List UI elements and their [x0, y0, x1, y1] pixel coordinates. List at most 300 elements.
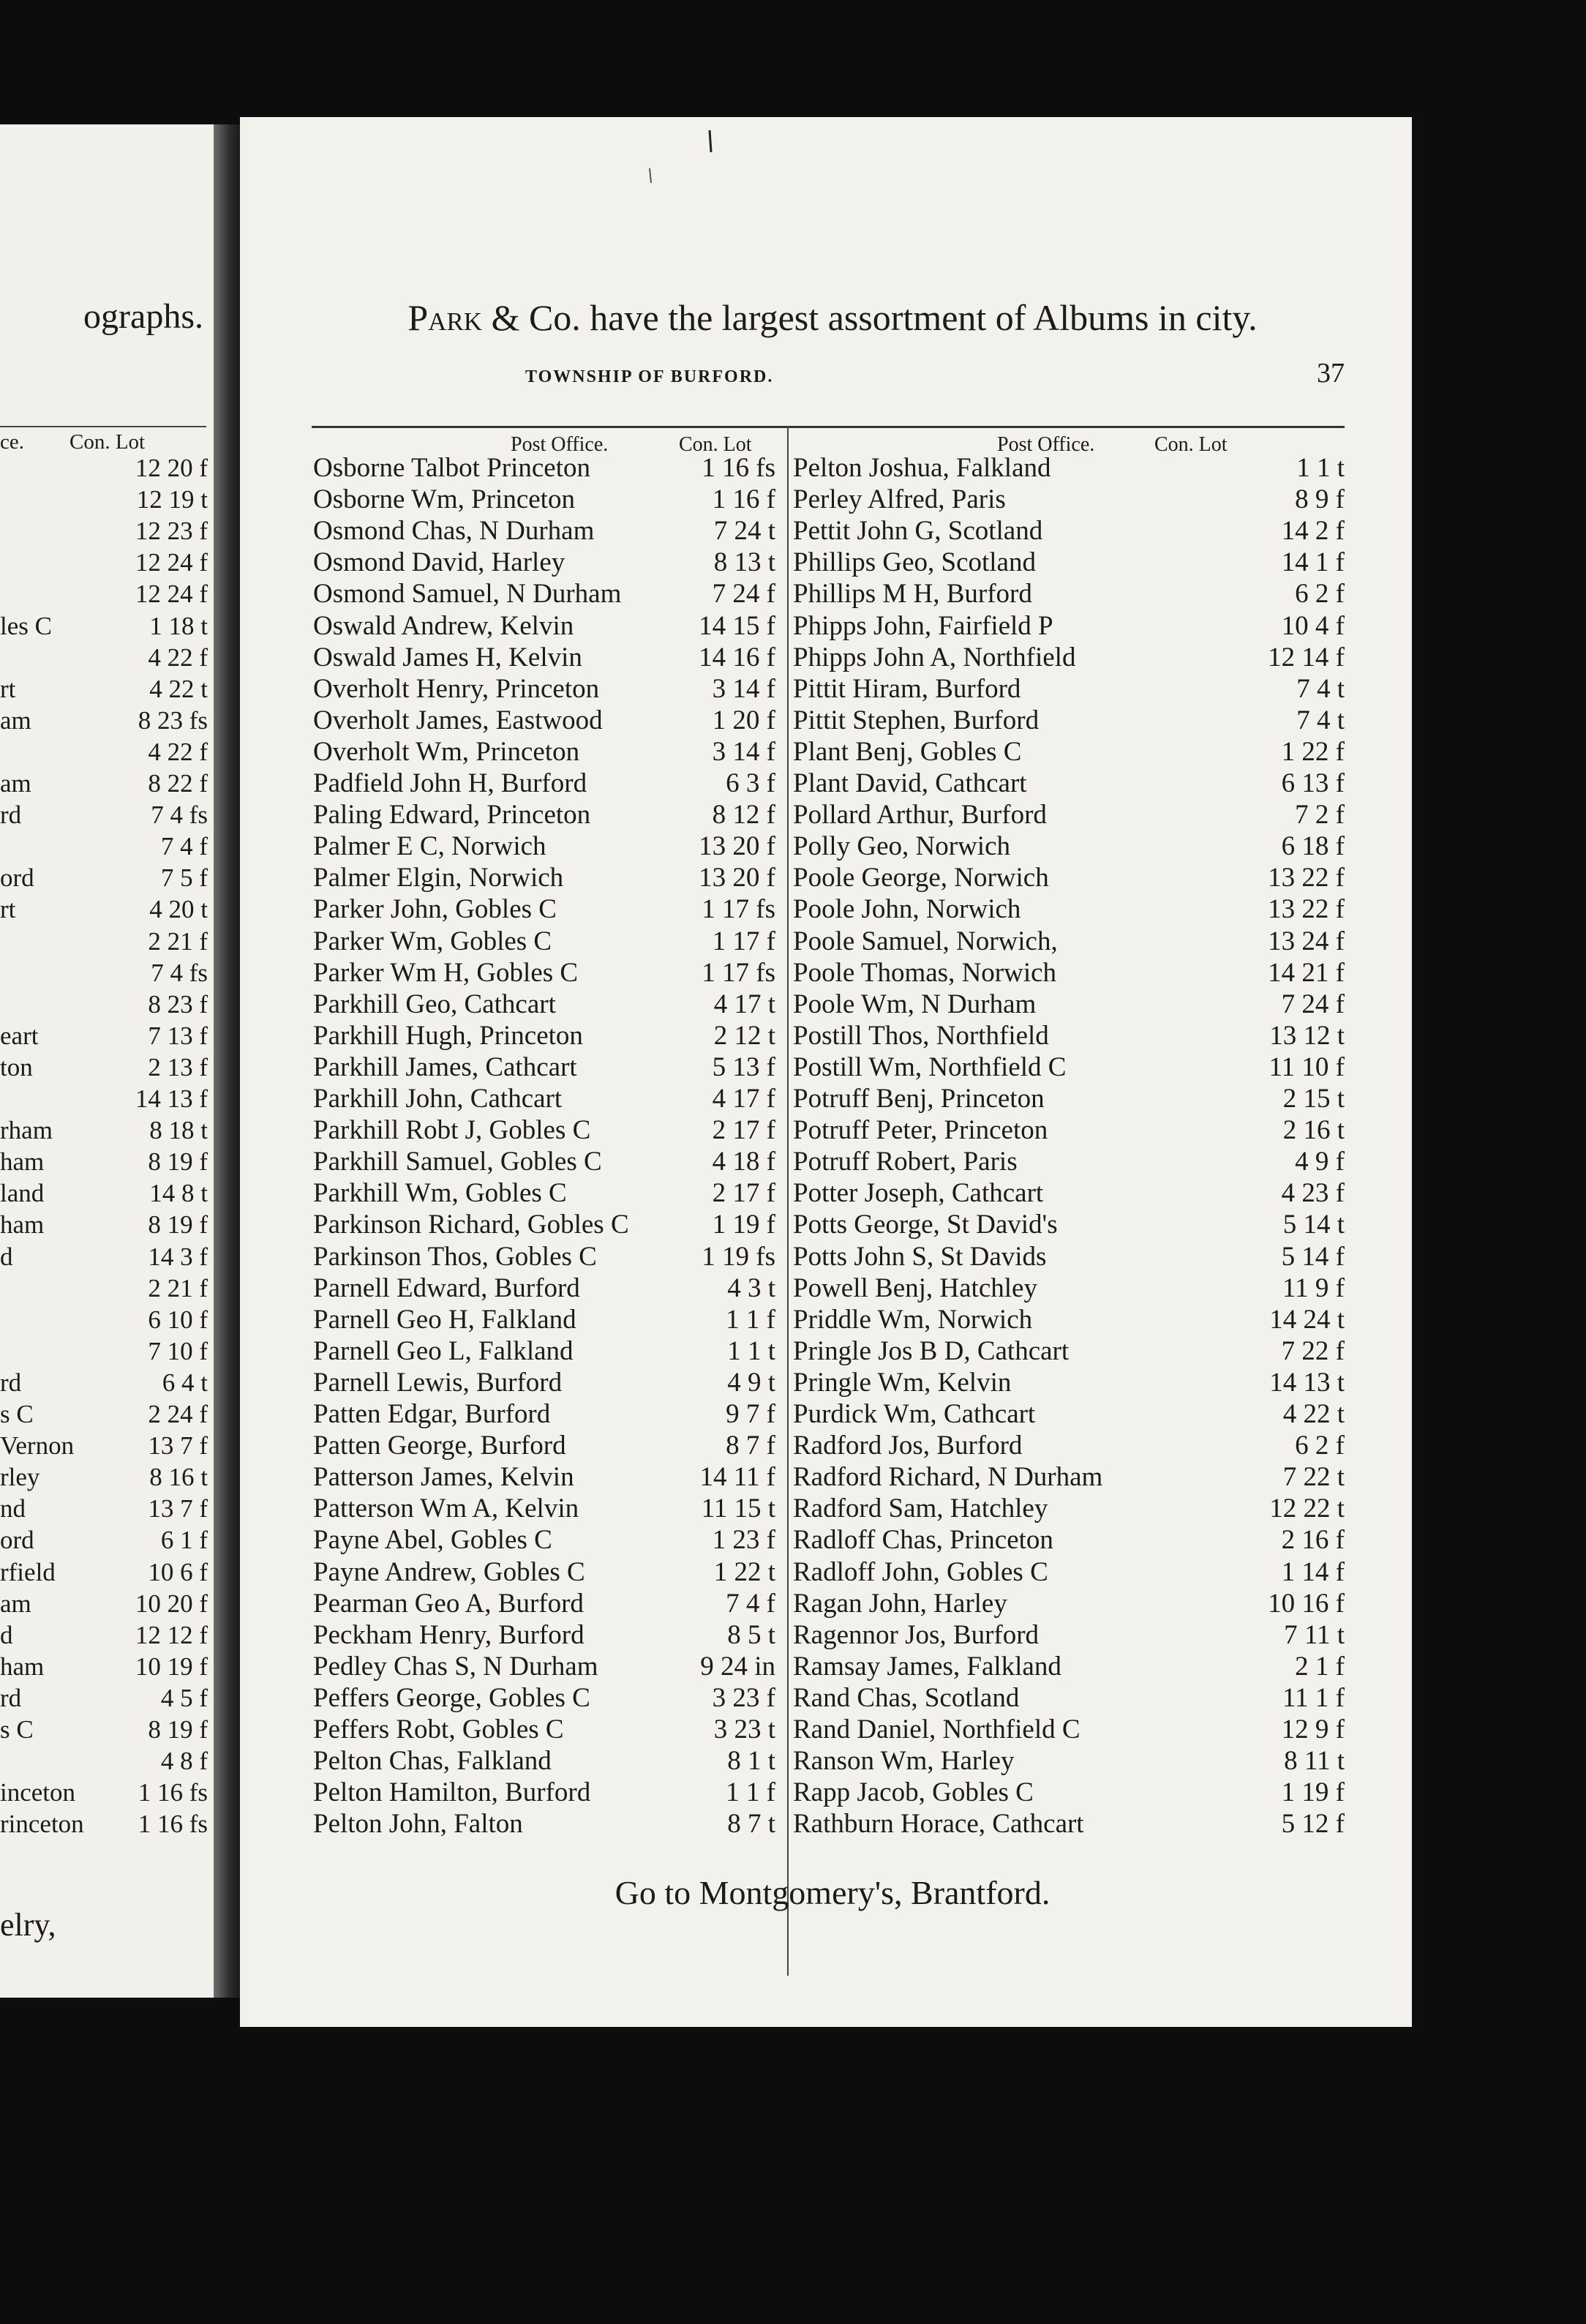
directory-entry [313, 1209, 775, 1240]
entry-name: Poole George, Norwich [793, 863, 1049, 893]
entry-name: Perley Alfred, Paris [793, 484, 1006, 515]
entry-con-lot: 1 19 fs [702, 1241, 775, 1272]
directory-entry [0, 799, 214, 831]
directory-entry [0, 1335, 214, 1368]
directory-entry [793, 705, 1345, 736]
entry-name: Phipps John A, Northfield [793, 642, 1076, 672]
directory-entry [793, 515, 1345, 547]
entry-con-lot: 6 13 f [1281, 768, 1345, 798]
book-gutter [214, 124, 240, 1998]
entry-name: rt [0, 895, 16, 924]
directory-entry [0, 1556, 214, 1589]
entry-con-lot: 8 19 f [148, 1715, 208, 1744]
entry-con-lot: 8 11 t [1284, 1746, 1345, 1777]
entry-name: Parnell Lewis, Burford [313, 1367, 563, 1398]
entry-name: d [0, 1242, 13, 1271]
entry-con-lot: 6 3 f [726, 768, 775, 798]
directory-entry [793, 1745, 1345, 1777]
entry-name: nd [0, 1494, 26, 1523]
directory-entry [793, 1052, 1345, 1083]
directory-entry [793, 1335, 1345, 1367]
entry-con-lot: 6 10 f [148, 1305, 208, 1334]
entry-name: Postill Wm, Northfield C [793, 1052, 1067, 1082]
directory-entry [793, 578, 1345, 610]
entry-con-lot: 4 23 f [1281, 1178, 1345, 1209]
entry-name: Radford Jos, Burford [793, 1431, 1023, 1461]
entry-name: Parker John, Gobles C [313, 894, 557, 925]
entry-name: Phillips M H, Burford [793, 579, 1032, 610]
right-col-post-office-header: Post Office. [997, 433, 1095, 456]
directory-entry [313, 736, 775, 768]
directory-entry [0, 1651, 214, 1683]
directory-entry [313, 1052, 775, 1083]
entry-con-lot: 1 1 f [726, 1777, 775, 1808]
directory-entry [313, 1272, 775, 1304]
entry-con-lot: 14 3 f [148, 1242, 208, 1271]
entry-con-lot: 12 23 f [135, 517, 208, 546]
page-scan-marks [240, 117, 1412, 293]
directory-entry [793, 862, 1345, 893]
directory-entry [313, 862, 775, 893]
entry-name: ord [0, 863, 34, 893]
entry-name: Vernon [0, 1431, 75, 1461]
entry-con-lot: 6 2 f [1295, 1431, 1345, 1461]
entry-con-lot: 2 17 f [712, 1178, 775, 1209]
entry-name: les C [0, 611, 52, 640]
entry-con-lot: 8 13 t [713, 547, 775, 578]
entry-name: Patterson Wm A, Kelvin [313, 1493, 579, 1524]
entry-name: inceton [0, 1778, 76, 1807]
directory-entry [0, 1430, 214, 1462]
scan-mark [650, 168, 651, 183]
entry-con-lot: 14 24 t [1269, 1304, 1345, 1335]
directory-entry [793, 547, 1345, 578]
directory-entry [313, 673, 775, 705]
entry-name: Pittit Hiram, Burford [793, 673, 1021, 704]
entry-con-lot: 1 17 fs [702, 894, 775, 925]
entry-con-lot: 8 9 f [1295, 484, 1345, 515]
entry-con-lot: 1 18 t [149, 611, 208, 640]
directory-entry [793, 610, 1345, 642]
table-top-rule [312, 426, 1345, 428]
directory-entry [0, 547, 214, 579]
entry-con-lot: 8 7 f [726, 1431, 775, 1461]
directory-entry [313, 1745, 775, 1777]
entry-name: Parnell Geo L, Falkland [313, 1335, 574, 1366]
entry-con-lot: 1 14 f [1281, 1556, 1345, 1587]
directory-entry [793, 736, 1345, 768]
entry-con-lot: 1 23 f [712, 1525, 775, 1556]
directory-entry [313, 1493, 775, 1524]
directory-entry [0, 1209, 214, 1241]
entry-con-lot: 1 16 fs [138, 1810, 208, 1839]
entry-name: Parkhill Geo, Cathcart [313, 989, 556, 1019]
entry-name: Pelton Chas, Falkland [313, 1746, 552, 1777]
entry-name: Potts John S, St Davids [793, 1241, 1047, 1272]
entry-name: Potts George, St David's [793, 1210, 1058, 1240]
entry-con-lot: 14 13 f [135, 1084, 208, 1113]
entry-con-lot: 2 15 t [1282, 1084, 1345, 1114]
entry-con-lot: 13 7 f [148, 1494, 208, 1523]
entry-name: Plant Benj, Gobles C [793, 736, 1022, 767]
entry-con-lot: 6 2 f [1295, 579, 1345, 610]
directory-entry [0, 957, 214, 989]
entry-con-lot: 4 8 f [160, 1747, 208, 1776]
directory-entry [793, 799, 1345, 831]
entry-con-lot: 12 9 f [1281, 1714, 1345, 1744]
entry-con-lot: 1 20 f [712, 705, 775, 735]
entry-con-lot: 11 10 f [1269, 1052, 1345, 1082]
entry-con-lot: 11 15 t [701, 1493, 775, 1524]
directory-entry [793, 957, 1345, 989]
entry-con-lot: 7 24 f [712, 579, 775, 610]
entry-name: rd [0, 1368, 22, 1397]
directory-entry [0, 610, 214, 642]
entry-name: Parkhill Samuel, Gobles C [313, 1147, 602, 1177]
directory-entry [313, 1114, 775, 1146]
directory-entry [793, 768, 1345, 799]
entry-con-lot: 3 14 f [712, 736, 775, 767]
entry-con-lot: 13 20 f [699, 831, 775, 862]
directory-entry [0, 578, 214, 610]
column-divider [787, 426, 789, 1976]
directory-entry [0, 1398, 214, 1431]
directory-entry [793, 1714, 1345, 1745]
directory-entry [793, 1619, 1345, 1651]
entry-name: ham [0, 1652, 45, 1681]
entry-name: Rathburn Horace, Cathcart [793, 1809, 1084, 1840]
entry-name: Pringle Wm, Kelvin [793, 1367, 1012, 1398]
directory-entry [313, 957, 775, 989]
entry-con-lot: 3 23 f [712, 1682, 775, 1713]
directory-entry [793, 642, 1345, 673]
entry-con-lot: 7 4 fs [151, 958, 208, 987]
scan-mark [710, 130, 711, 152]
directory-entry [313, 926, 775, 957]
directory-entry [313, 1588, 775, 1619]
entry-name: am [0, 769, 31, 798]
directory-entry [0, 1524, 214, 1556]
entry-con-lot: 9 7 f [726, 1399, 775, 1429]
entry-name: Payne Andrew, Gobles C [313, 1556, 585, 1587]
directory-entry [0, 1052, 214, 1084]
entry-con-lot: 7 10 f [148, 1336, 208, 1365]
entry-name: Oswald Andrew, Kelvin [313, 610, 574, 641]
directory-entry [793, 1651, 1345, 1682]
entry-con-lot: 10 19 f [135, 1652, 208, 1681]
directory-entry [0, 1367, 214, 1399]
entry-name: Phillips Geo, Scotland [793, 547, 1036, 578]
directory-entry [313, 515, 775, 547]
directory-entry [0, 515, 214, 547]
directory-entry [313, 1335, 775, 1367]
directory-entry [0, 1745, 214, 1777]
entry-con-lot: 4 22 f [148, 642, 208, 672]
directory-entry [313, 1682, 775, 1714]
entry-con-lot: 7 2 f [1295, 800, 1345, 831]
entry-con-lot: 8 7 t [727, 1809, 775, 1840]
directory-entry [313, 1777, 775, 1808]
directory-entry [0, 1461, 214, 1493]
directory-entry [793, 1430, 1345, 1461]
entry-name: Osborne Wm, Princeton [313, 484, 575, 515]
entry-con-lot: 4 9 f [1295, 1147, 1345, 1177]
entry-name: Polly Geo, Norwich [793, 831, 1010, 862]
directory-entry [0, 1146, 214, 1178]
entry-con-lot: 6 4 t [162, 1368, 208, 1397]
directory-entry [313, 768, 775, 799]
entry-con-lot: 8 23 fs [138, 705, 208, 735]
entry-con-lot: 14 1 f [1281, 547, 1345, 578]
directory-entry [793, 1146, 1345, 1177]
entry-con-lot: 3 14 f [712, 673, 775, 704]
entry-con-lot: 1 17 f [712, 926, 775, 956]
entry-name: rd [0, 801, 22, 830]
entry-con-lot: 7 4 f [160, 832, 208, 861]
entry-name: Palmer Elgin, Norwich [313, 863, 564, 893]
entry-name: Parkhill Robt J, Gobles C [313, 1115, 591, 1146]
entry-con-lot: 2 17 f [712, 1115, 775, 1146]
directory-entry [793, 1461, 1345, 1493]
directory-entry [0, 705, 214, 737]
directory-entry [793, 1682, 1345, 1714]
entry-con-lot: 7 5 f [160, 863, 208, 893]
entry-con-lot: 2 12 t [713, 1020, 775, 1051]
directory-entry [313, 1430, 775, 1461]
entry-con-lot: 1 19 f [712, 1210, 775, 1240]
directory-entry [793, 1556, 1345, 1588]
entry-name: Pelton Hamilton, Burford [313, 1777, 591, 1808]
entry-con-lot: 5 14 f [1281, 1241, 1345, 1272]
entry-con-lot: 8 1 t [727, 1746, 775, 1777]
entry-name: Poole John, Norwich [793, 894, 1021, 925]
directory-entry [313, 1304, 775, 1335]
entry-name: Parnell Geo H, Falkland [313, 1304, 576, 1335]
entry-con-lot: 8 5 t [727, 1619, 775, 1650]
directory-entry [313, 610, 775, 642]
entry-con-lot: 8 19 f [148, 1210, 208, 1240]
township-heading: TOWNSHIP OF BURFORD. [525, 367, 774, 386]
entry-name: Potruff Benj, Princeton [793, 1084, 1045, 1114]
entry-con-lot: 12 22 t [1269, 1493, 1345, 1524]
entry-con-lot: 1 19 f [1281, 1777, 1345, 1808]
entry-con-lot: 12 24 f [135, 548, 208, 577]
directory-entry [313, 893, 775, 925]
directory-entry [793, 989, 1345, 1020]
entry-name: land [0, 1179, 45, 1208]
directory-entry [313, 1083, 775, 1114]
entry-con-lot: 4 9 t [727, 1367, 775, 1398]
entry-con-lot: 1 16 fs [138, 1778, 208, 1807]
entry-name: Pringle Jos B D, Cathcart [793, 1335, 1070, 1366]
directory-entry [313, 1177, 775, 1209]
directory-entry [793, 1808, 1345, 1840]
entry-name: Parkhill Wm, Gobles C [313, 1178, 567, 1209]
entry-name: rd [0, 1683, 22, 1712]
directory-entry [313, 989, 775, 1020]
directory-entry [0, 831, 214, 863]
entry-name: Pearman Geo A, Burford [313, 1588, 584, 1619]
entry-name: Pelton John, Falton [313, 1809, 523, 1840]
directory-entry [0, 1808, 214, 1840]
entry-name: Overholt James, Eastwood [313, 705, 603, 735]
directory-entry [313, 1714, 775, 1745]
entry-con-lot: 9 24 in [700, 1651, 775, 1682]
directory-entry [793, 1398, 1345, 1430]
entry-name: Patten George, Burford [313, 1431, 566, 1461]
directory-entry [793, 831, 1345, 862]
entry-con-lot: 4 17 f [712, 1084, 775, 1114]
entry-name: rt [0, 674, 16, 703]
entry-con-lot: 7 24 t [713, 516, 775, 547]
directory-entry [0, 484, 214, 516]
directory-entry [0, 673, 214, 705]
directory-entry [0, 1714, 214, 1746]
entry-name: Peckham Henry, Burford [313, 1619, 585, 1650]
entry-name: Poole Wm, N Durham [793, 989, 1037, 1019]
entry-name: Parker Wm, Gobles C [313, 926, 552, 956]
entry-name: Patten Edgar, Burford [313, 1399, 551, 1429]
directory-entry [793, 1367, 1345, 1398]
directory-entry [793, 1777, 1345, 1808]
directory-entry [0, 1177, 214, 1210]
entry-con-lot: 14 13 t [1269, 1367, 1345, 1398]
directory-entry [0, 989, 214, 1021]
entry-name: Pelton Joshua, Falkland [793, 453, 1051, 483]
banner-text: & Co. have the largest assortment of Albums in city. [482, 297, 1258, 338]
entry-con-lot: 3 23 t [713, 1714, 775, 1744]
entry-name: Parnell Edward, Burford [313, 1272, 580, 1303]
entry-con-lot: 1 1 f [726, 1304, 775, 1335]
entry-name: Palmer E C, Norwich [313, 831, 546, 862]
directory-entry [0, 642, 214, 674]
directory-entry [793, 1209, 1345, 1240]
directory-entry [313, 1651, 775, 1682]
banner-firm-name: Park [407, 297, 483, 338]
entry-con-lot: 1 16 fs [702, 453, 775, 483]
entry-con-lot: 12 12 f [135, 1620, 208, 1649]
entry-name: Rand Chas, Scotland [793, 1682, 1020, 1713]
directory-entry [313, 1808, 775, 1840]
entry-con-lot: 8 12 f [712, 800, 775, 831]
entry-con-lot: 8 22 f [148, 769, 208, 798]
entry-name: eart [0, 1021, 39, 1050]
entry-con-lot: 7 13 f [148, 1021, 208, 1050]
entry-con-lot: 11 1 f [1282, 1682, 1345, 1713]
directory-entry [0, 1083, 214, 1115]
directory-entry [793, 1241, 1345, 1272]
entry-name: Potruff Peter, Princeton [793, 1115, 1048, 1146]
entry-name: Peffers George, Gobles C [313, 1682, 590, 1713]
entry-con-lot: 7 4 fs [151, 801, 208, 830]
entry-con-lot: 5 14 t [1282, 1210, 1345, 1240]
left-page-rule [0, 426, 206, 427]
directory-entry [793, 1083, 1345, 1114]
entry-con-lot: 1 1 t [727, 1335, 775, 1366]
entry-con-lot: 1 22 t [713, 1556, 775, 1587]
directory-entry [793, 893, 1345, 925]
entry-name: Ragennor Jos, Burford [793, 1619, 1040, 1650]
directory-entry [0, 736, 214, 768]
left-col-con-lot: Con. Lot [69, 430, 146, 454]
directory-entry [313, 1020, 775, 1052]
entry-con-lot: 13 22 f [1268, 894, 1345, 925]
directory-entry [0, 1304, 214, 1336]
left-page-column-header [0, 430, 214, 455]
entry-name: Radloff Chas, Princeton [793, 1525, 1053, 1556]
entry-name: Parkinson Richard, Gobles C [313, 1210, 629, 1240]
advertisement-footer: Go to Montgomery's, Brantford. [615, 1874, 1051, 1911]
directory-entry [313, 578, 775, 610]
entry-con-lot: 7 22 f [1281, 1335, 1345, 1366]
directory-entry [793, 1114, 1345, 1146]
directory-entry [0, 1493, 214, 1525]
directory-entry [0, 1272, 214, 1305]
directory-entry [313, 642, 775, 673]
entry-name: Radford Sam, Hatchley [793, 1493, 1048, 1524]
entry-con-lot: 13 22 f [1268, 863, 1345, 893]
entry-name: rley [0, 1463, 40, 1492]
directory-entry [793, 926, 1345, 957]
directory-entry [313, 547, 775, 578]
entry-name: Ramsay James, Falkland [793, 1651, 1061, 1682]
entry-con-lot: 4 17 t [713, 989, 775, 1019]
directory-page [240, 117, 1412, 2027]
directory-entry [793, 1272, 1345, 1304]
left-facing-page [0, 124, 214, 1998]
entry-name: Pollard Arthur, Burford [793, 800, 1047, 831]
directory-entry [0, 1114, 214, 1147]
entry-name: Potter Joseph, Cathcart [793, 1178, 1044, 1209]
directory-entry [793, 1304, 1345, 1335]
entry-con-lot: 14 2 f [1281, 516, 1345, 547]
entry-con-lot: 10 4 f [1281, 610, 1345, 641]
entry-name: rfield [0, 1557, 56, 1586]
entry-name: Radloff John, Gobles C [793, 1556, 1048, 1587]
entry-con-lot: 6 18 f [1281, 831, 1345, 862]
directory-entry [0, 452, 214, 484]
entry-name: Poole Samuel, Norwich, [793, 926, 1058, 956]
directory-entry [313, 705, 775, 736]
directory-entry [0, 1619, 214, 1652]
entry-con-lot: 4 20 t [149, 895, 208, 924]
directory-entry [313, 484, 775, 515]
entry-con-lot: 2 21 f [148, 926, 208, 956]
directory-entry [313, 1146, 775, 1177]
entry-name: am [0, 705, 31, 735]
entry-name: Priddle Wm, Norwich [793, 1304, 1033, 1335]
entry-name: Padfield John H, Burford [313, 768, 587, 798]
entry-con-lot: 8 23 f [148, 989, 208, 1019]
directory-entry [793, 484, 1345, 515]
entry-con-lot: 12 14 f [1268, 642, 1345, 672]
entry-con-lot: 14 15 f [699, 610, 775, 641]
entry-con-lot: 4 22 t [1282, 1399, 1345, 1429]
entry-name: Peffers Robt, Gobles C [313, 1714, 564, 1744]
entry-con-lot: 2 1 f [1295, 1651, 1345, 1682]
entry-con-lot: 7 4 t [1296, 705, 1345, 735]
left-page-footer-fragment: elry, [0, 1907, 56, 1943]
entry-con-lot: 7 22 t [1282, 1462, 1345, 1493]
entry-con-lot: 14 8 t [149, 1179, 208, 1208]
entry-con-lot: 7 24 f [1281, 989, 1345, 1019]
entry-con-lot: 4 18 f [712, 1147, 775, 1177]
entry-con-lot: 7 4 f [726, 1588, 775, 1619]
entry-con-lot: 5 12 f [1281, 1809, 1345, 1840]
entry-con-lot: 4 5 f [160, 1683, 208, 1712]
directory-entry [313, 1461, 775, 1493]
entry-con-lot: 1 16 f [712, 484, 775, 515]
